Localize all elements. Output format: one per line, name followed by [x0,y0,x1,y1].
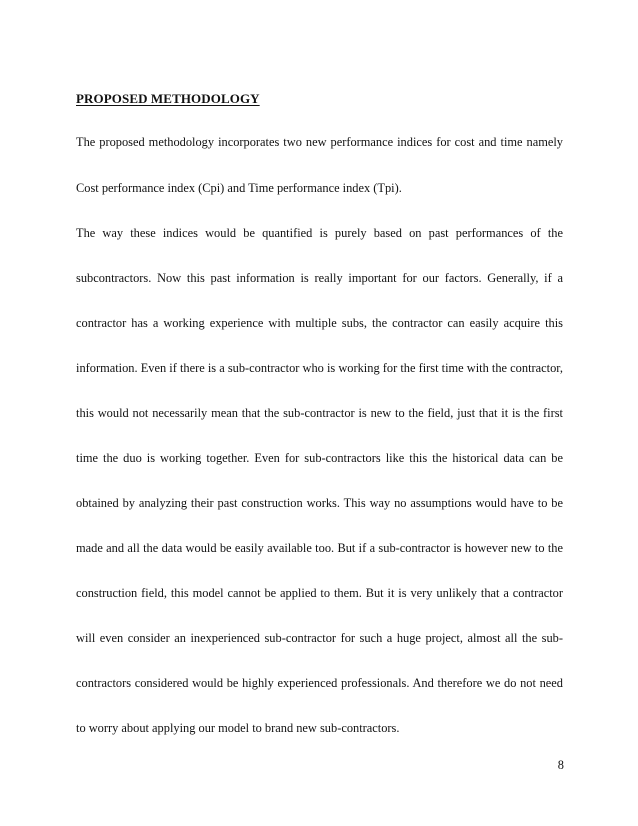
paragraph-2-line-1: The way these indices would be quantified is purely based on past performances of the [76,226,563,240]
paragraph-2-line-9: construction field, this model cannot be applied to them. But it is very unlikely that a contractor [76,586,563,600]
paragraph-2-line-8: made and all the data would be easily available too. But if a sub-contractor is however new to the [76,541,563,555]
paragraph-2-line-10: will even consider an inexperienced sub-contractor for such a huge project, almost all the sub- [76,631,563,645]
paragraph-2-line-5: this would not necessarily mean that the sub-contractor is new to the field, just that it is the first [76,406,563,420]
paragraph-1-line-1: The proposed methodology incorporates two new performance indices for cost and time namely [76,135,563,149]
paragraph-2-line-2: subcontractors. Now this past information is really important for our factors. Generally, if a [76,271,563,285]
page-number: 8 [557,758,564,772]
paragraph-2-line-11: contractors considered would be highly experienced professionals. And therefore we do not need [76,676,563,690]
paragraph-2-line-12: to worry about applying our model to brand new sub-contractors. [76,721,400,735]
paragraph-2-line-7: obtained by analyzing their past construction works. This way no assumptions would have to be [76,496,563,510]
section-heading: PROPOSED METHODOLOGY [76,91,260,106]
paragraph-1-line-2: Cost performance index (Cpi) and Time performance index (Tpi). [76,181,402,195]
paragraph-2-line-3: contractor has a working experience with multiple subs, the contractor can easily acquire this [76,316,563,330]
paragraph-2-line-4: information. Even if there is a sub-contractor who is working for the first time with the contractor, [76,361,563,375]
paragraph-2-line-6: time the duo is working together. Even for sub-contractors like this the historical data can be [76,451,563,465]
